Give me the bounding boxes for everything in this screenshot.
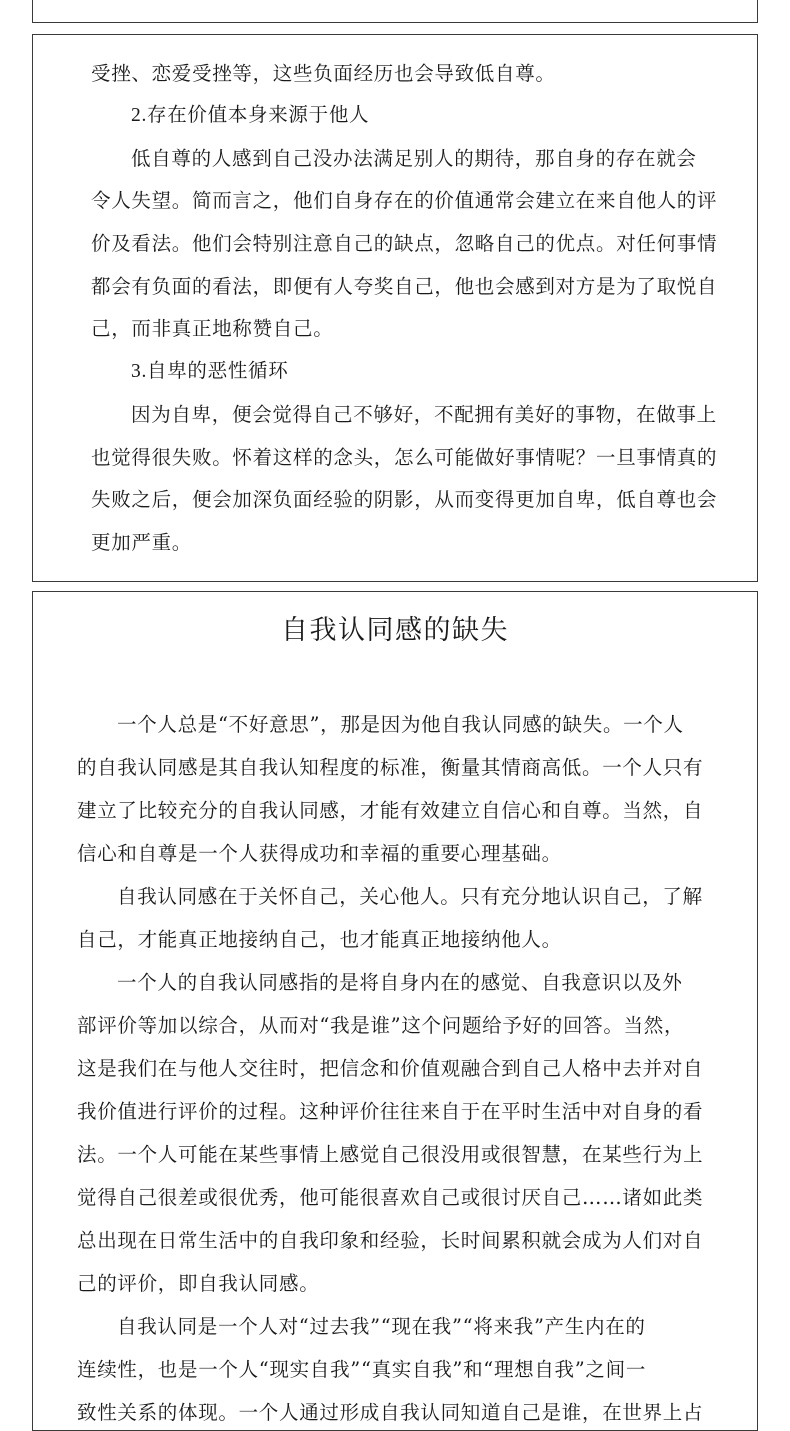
text-page-frame (32, 34, 758, 582)
section-title: 自我认同感的缺失 (281, 615, 509, 646)
previous-page-frame (32, 0, 758, 23)
text-line: 一个人总是“不好意思”，那是因为他自我认同感的缺失。一个人 (117, 713, 684, 736)
text-line: 自己，才能真正地接纳自己，也才能真正地接纳他人。 (77, 928, 562, 951)
text-line: 己的评价，即自我认同感。 (77, 1272, 320, 1295)
text-line: 觉得自己很差或很优秀，他可能很喜欢自己或很讨厌自己……诸如此类 (77, 1186, 704, 1209)
text-line: 这是我们在与他人交往时，把信念和价值观融合到自己人格中去并对自 (77, 1057, 704, 1080)
text-line: 更加严重。 (91, 531, 193, 554)
text-line: 价及看法。他们会特别注意自己的缺点，忽略自己的优点。对任何事情 (91, 232, 718, 255)
text-line: 自我认同感在于关怀自己，关心他人。只有充分地认识自己，了解 (117, 885, 703, 908)
text-line: 我价值进行评价的过程。这种评价往往来自于在平时生活中对自身的看 (77, 1100, 704, 1123)
text-line: 致性关系的体现。一个人通过形成自我认同知道自己是谁，在世界上占 (77, 1401, 704, 1424)
subheading-existence-value: 2.存在价值本身来源于他人 (131, 105, 370, 126)
text-line: 因为自卑，便会觉得自己不够好，不配拥有美好的事物，在做事上 (131, 403, 717, 426)
text-line: 令人失望。简而言之，他们自身存在的价值通常会建立在来自他人的评 (91, 189, 718, 212)
text-line: 连续性，也是一个人“现实自我”“真实自我”和“理想自我”之间一 (77, 1358, 647, 1381)
text-line: 也觉得很失败。怀着这样的念头，怎么可能做好事情呢？一旦事情真的 (91, 446, 718, 469)
text-line: 己，而非真正地称赞自己。 (91, 317, 334, 340)
text-line: 低自尊的人感到自己没办法满足别人的期待，那自身的存在就会 (131, 147, 697, 170)
text-line: 建立了比较充分的自我认同感，才能有效建立自信心和自尊。当然，自 (77, 799, 704, 822)
text-line: 受挫、恋爱受挫等，这些负面经历也会导致低自尊。 (91, 62, 556, 85)
text-line: 都会有负面的看法，即便有人夸奖自己，他也会感到对方是为了取悦自 (91, 275, 718, 298)
text-line: 法。一个人可能在某些事情上感觉自己很没用或很智慧，在某些行为上 (77, 1143, 704, 1166)
text-line: 的自我认同感是其自我认知程度的标准，衡量其情商高低。一个人只有 (77, 756, 704, 779)
text-line: 部评价等加以综合，从而对“我是谁”这个问题给予好的回答。当然， (77, 1014, 685, 1037)
text-line: 失败之后，便会加深负面经验的阴影，从而变得更加自卑，低自尊也会 (91, 488, 718, 511)
section-page-frame (32, 591, 758, 1431)
text-line: 一个人的自我认同感指的是将自身内在的感觉、自我意识以及外 (117, 971, 683, 994)
text-line: 总出现在日常生活中的自我印象和经验，长时间累积就会成为人们对自 (77, 1229, 704, 1252)
text-line: 自我认同是一个人对“过去我”“现在我”“将来我”产生内在的 (117, 1315, 646, 1338)
text-line: 信心和自尊是一个人获得成功和幸福的重要心理基础。 (77, 842, 562, 865)
subheading-vicious-cycle: 3.自卑的恶性循环 (131, 361, 289, 382)
